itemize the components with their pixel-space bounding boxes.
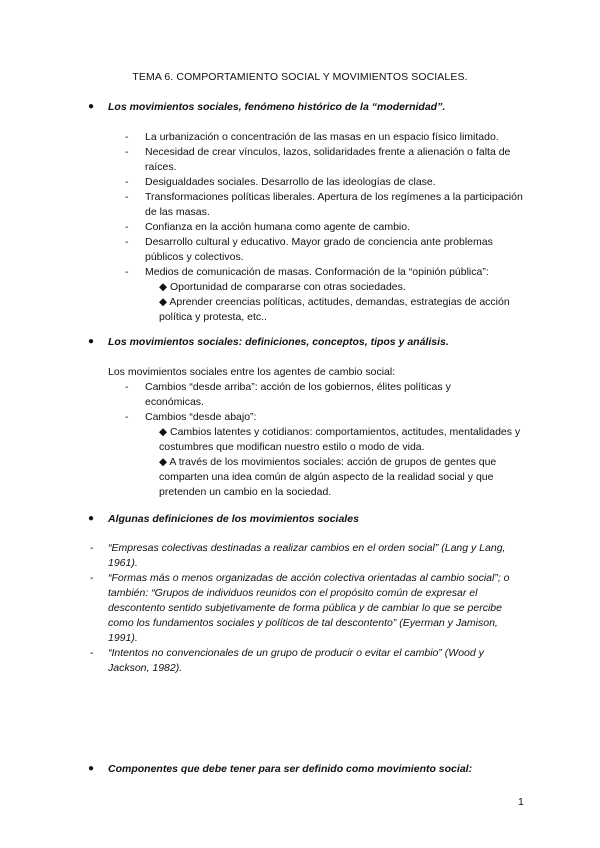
section3-list bbox=[90, 541, 510, 676]
document-page: TEMA 6. COMPORTAMIENTO SOCIAL Y MOVIMIENTOS SOCIALES. ● Los movimientos sociales, fenómeno histórico de la “modernidad”. - La urbanización o concentración de las masas en un espacio físico limitado. - Necesidad de crear vínculos, lazos, solidaridades frente a alienación o falta de raíces. - Desigualdades sociales. Desarrollo de las ideologías de clase. - Transformaciones políticas liberales. Apertura de los regímenes a la participación de las masas. - Confianza en la acción humana como agente de cambio. - Desarrollo cultural y educativo. Mayor grado de conciencia ante problemas públicos y colectivos. - Medios de comunicación de masas. Conformación de la “opinión pública”: ◆ Oportunidad de compararse con otras sociedades. ◆ Aprender creencias políticas, actitudes, demandas, estrategias de acción política y protesta, etc.. ● Los movimientos sociales: definiciones, conceptos, tipos y análisis. Los movimientos sociales entre los agentes de cambio social: - Cambios “desde arriba”: acción de los gobiernos, élites políticas y económicas. - Cambios “desde abajo”: ◆ Cambios latentes y cotidianos: comportamientos, actitudes, mentalidades y costumbres que modifican nuestro estilo o modo de vida. ◆ A través de los movimientos sociales: acción de grupos de gentes que comparten una idea común de algún aspecto de la realidad social y que pretenden un cambio en la sociedad. ● Algunas definiciones de los movimientos sociales - “Empresas colectivas destinadas a realizar cambios en el orden social” (Lang y Lang, 1961). - “Formas más o menos organizadas de acción colectiva orientadas al cambio social”; o también: “Grupos de individuos reunidos con el propósito común de expresar el descontento sentido subjetivamente de forma pública y de cambiar lo que se percibe como los fundamentos sociales y políticos de tal descontento” (Eyerman y Jamison, 1991). - “Intentos no convencionales de un grupo de producir o evitar el cambio” (Wood y Jackson, 1982). ● Componentes que debe tener para ser definido como movimiento social: 1 bbox=[0, 0, 600, 848]
list-item: - La urbanización o concentración de las masas en un espacio físico limitado. bbox=[125, 131, 499, 143]
section2-list bbox=[125, 380, 525, 500]
list-item: - Necesidad de crear vínculos, lazos, solidaridades frente a alienación o falta de raíces. bbox=[125, 146, 511, 173]
bullet-icon: ● bbox=[88, 101, 95, 112]
sub-list-item: ◆ Cambios latentes y cotidianos: comportamientos, actitudes, mentalidades y costumbres que modifican nuestro estilo o modo de vida. bbox=[159, 426, 521, 453]
list-item: - Cambios “desde arriba”: acción de los gobiernos, élites políticas y económicas. bbox=[125, 381, 451, 408]
sub-list-item: ◆ A través de los movimientos sociales: acción de grupos de gentes que comparten una idea común de algún aspecto de la realidad social y que pretenden un cambio en la sociedad. bbox=[159, 456, 497, 498]
list-item: - Confianza en la acción humana como agente de cambio. bbox=[125, 221, 411, 233]
page-number: 1 bbox=[518, 796, 524, 808]
section2-intro: Los movimientos sociales entre los agentes de cambio social: bbox=[108, 366, 396, 378]
list-item: - “Intentos no convencionales de un grupo de producir o evitar el cambio” (Wood y Jackson, 1982). bbox=[90, 647, 484, 674]
bullet-icon: ● bbox=[88, 336, 95, 347]
section1-list bbox=[125, 130, 525, 325]
list-item: - Cambios “desde abajo”: bbox=[125, 411, 257, 423]
page-title: TEMA 6. COMPORTAMIENTO SOCIAL Y MOVIMIENTOS SOCIALES. bbox=[132, 71, 468, 83]
sub-list-item: ◆ Aprender creencias políticas, actitudes, demandas, estrategias de acción política y protesta, etc.. bbox=[159, 296, 510, 323]
list-item: - Desarrollo cultural y educativo. Mayor grado de conciencia ante problemas públicos y colectivos. bbox=[125, 236, 493, 263]
list-item: - Transformaciones políticas liberales. Apertura de los regímenes a la participación de las masas. bbox=[125, 191, 523, 218]
bullet-icon: ● bbox=[88, 763, 95, 774]
bullet-icon: ● bbox=[88, 513, 95, 524]
sub-list-item: ◆ Oportunidad de compararse con otras sociedades. bbox=[159, 281, 406, 293]
list-item: - “Formas más o menos organizadas de acción colectiva orientadas al cambio social”; o también: “Grupos de individuos reunidos con el propósito común de expresar el descontento sentido subjetivamente de forma pública y de cambiar lo que se percibe como los fundamentos sociales y políticos de tal descontento” (Eyerman y Jamison, 1991). bbox=[90, 572, 510, 644]
list-item: - “Empresas colectivas destinadas a realizar cambios en el orden social” (Lang y Lang, 1961). bbox=[90, 542, 506, 569]
list-item: - Medios de comunicación de masas. Conformación de la “opinión pública”: bbox=[125, 266, 489, 278]
list-item: - Desigualdades sociales. Desarrollo de las ideologías de clase. bbox=[125, 176, 436, 188]
